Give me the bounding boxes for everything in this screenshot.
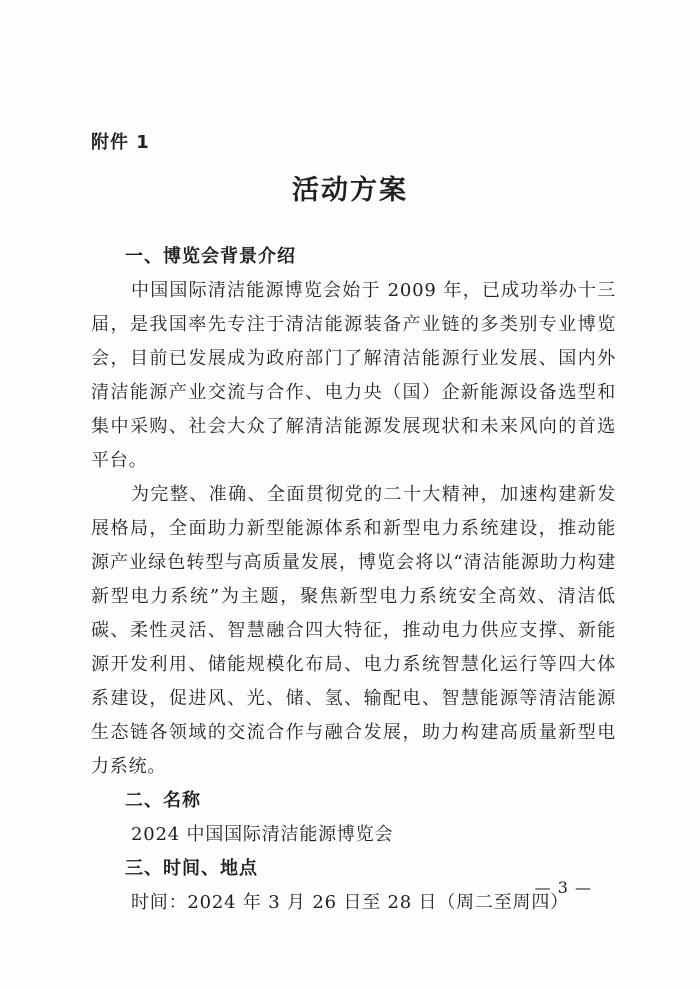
document-body	[91, 240, 616, 920]
document-title: 活动方案	[292, 175, 408, 206]
event-time-text: 时间：2024 年 3 月 26 日至 28 日（周二至周四）	[131, 892, 569, 913]
paragraph-background-intro: 中国国际清洁能源博览会始于 2009 年，已成功举办十三届，是我国率先专注于清洁能源装备产业链的多类别专业博览会，目前已发展成为政府部门了解清洁能源行业发展、国内外清洁能源产业交流与合作、电力央（国）企新能源设备选型和集中采购、社会大众了解清洁能源发展现状和未来风向的首选平台。	[91, 280, 616, 471]
attachment-label: 附件 1	[91, 132, 150, 153]
page-number: — 3 —	[534, 878, 592, 897]
section-heading-time-place: 三、时间、地点	[125, 858, 258, 879]
section-heading-name: 二、名称	[125, 790, 201, 811]
event-name-text: 2024 中国国际清洁能源博览会	[131, 824, 394, 845]
section-heading-background: 一、博览会背景介绍	[125, 246, 296, 267]
paragraph-background-theme: 为完整、准确、全面贯彻党的二十大精神，加速构建新发展格局，全面助力新型能源体系和新型电力系统建设，推动能源产业绿色转型与高质量发展，博览会将以“清洁能源助力构建新型电力系统”为主题，聚焦新型电力系统安全高效、清洁低碳、柔性灵活、智慧融合四大特征，推动电力供应支撑、新能源开发利用、储能规模化布局、电力系统智慧化运行等四大体系建设，促进风、光、储、氢、输配电、智慧能源等清洁能源生态链各领域的交流合作与融合发展，助力构建高质量新型电力系统。	[91, 484, 616, 777]
